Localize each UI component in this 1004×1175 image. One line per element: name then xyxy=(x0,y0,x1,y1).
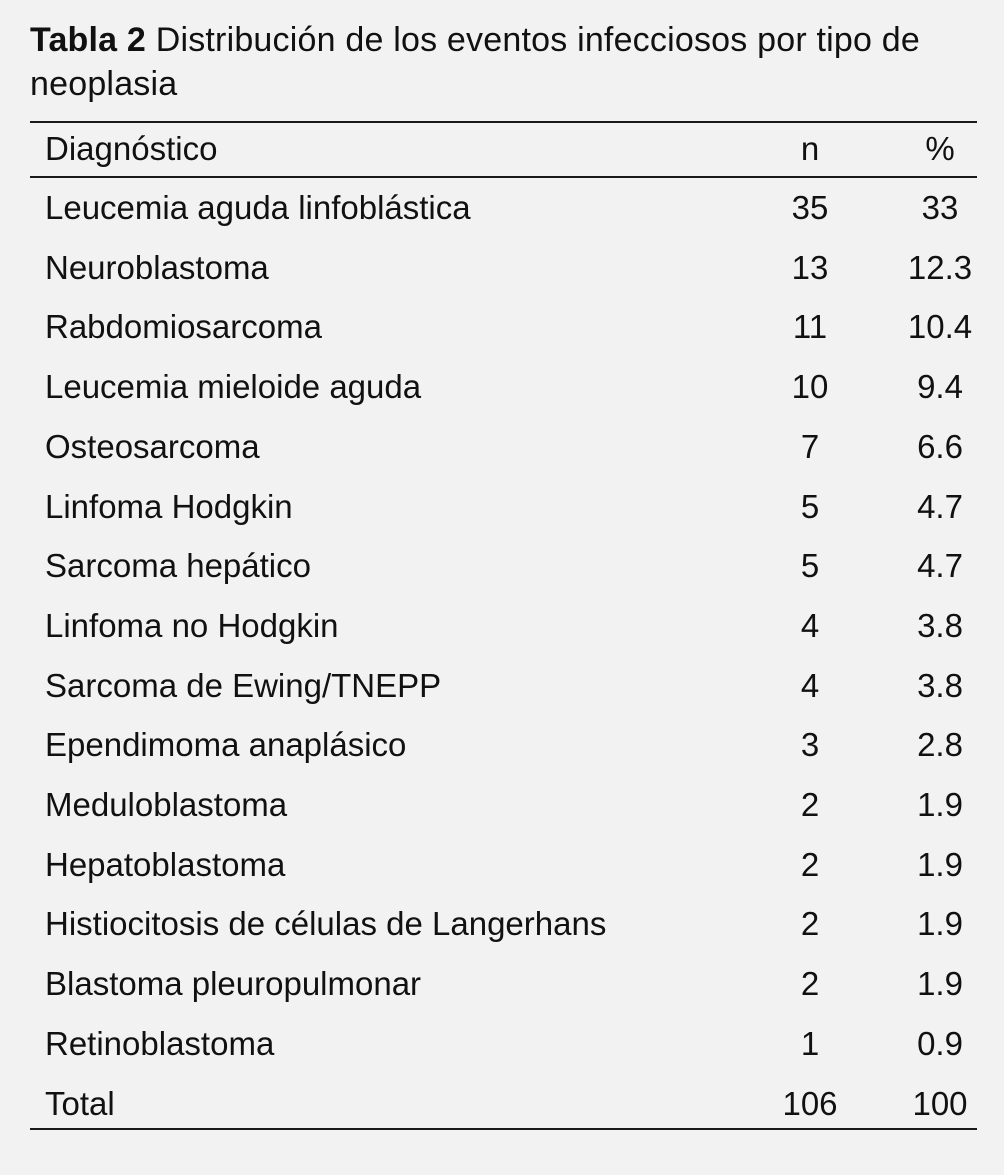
cell-percent: 10.4 xyxy=(907,308,973,346)
table-row xyxy=(30,477,977,536)
table-row xyxy=(30,715,977,774)
cell-percent: 1.9 xyxy=(917,786,963,823)
cell-n: 2 xyxy=(800,905,820,943)
cell-diagnosis: Linfoma no Hodgkin xyxy=(45,606,339,644)
table-row xyxy=(30,894,977,953)
cell-percent: 2.8 xyxy=(917,726,963,764)
cell-diagnosis: Linfoma Hodgkin xyxy=(45,487,293,525)
cell-n: 4 xyxy=(800,606,820,644)
table-row xyxy=(30,178,977,237)
table-row xyxy=(30,775,977,834)
cell-n: 11 xyxy=(792,308,828,346)
cell-percent: 12.3 xyxy=(907,248,973,286)
cell-diagnosis: Total xyxy=(45,1084,115,1122)
table-row xyxy=(30,238,977,297)
table-row xyxy=(30,1014,977,1073)
cell-n: 13 xyxy=(791,248,829,286)
cell-percent: 0.9 xyxy=(917,1024,963,1062)
cell-n: 10 xyxy=(791,368,829,406)
header-diagnosis: Diagnóstico xyxy=(45,130,218,167)
table-row xyxy=(30,954,977,1013)
cell-n: 2 xyxy=(800,965,820,1003)
cell-diagnosis: Leucemia mieloide aguda xyxy=(45,368,422,406)
table-row xyxy=(30,357,977,416)
cell-percent: 1.9 xyxy=(917,905,963,943)
cell-percent: 1.9 xyxy=(917,965,963,1003)
cell-n: 7 xyxy=(800,427,820,465)
cell-percent: 9.4 xyxy=(917,368,963,406)
cell-n: 5 xyxy=(800,547,820,585)
cell-n: 4 xyxy=(800,666,820,704)
cell-n: 2 xyxy=(800,786,820,823)
cell-n: 3 xyxy=(800,726,820,764)
header-percent: % xyxy=(925,130,955,167)
table-row xyxy=(30,835,977,894)
cell-n: 106 xyxy=(782,1084,838,1122)
cell-n: 35 xyxy=(791,189,829,226)
cell-percent: 6.6 xyxy=(917,427,963,465)
cell-diagnosis: Ependimoma anaplásico xyxy=(45,726,407,764)
cell-diagnosis: Sarcoma de Ewing/TNEPP xyxy=(45,666,442,704)
table-header-row xyxy=(30,120,977,178)
cell-diagnosis: Histiocitosis de células de Langerhans xyxy=(45,905,607,943)
cell-percent: 4.7 xyxy=(917,547,963,585)
cell-diagnosis: Blastoma pleuropulmonar xyxy=(45,965,422,1003)
cell-diagnosis: Leucemia aguda linfoblástica xyxy=(45,189,471,226)
cell-n: 5 xyxy=(800,487,820,525)
cell-diagnosis: Meduloblastoma xyxy=(45,786,288,823)
cell-percent: 1.9 xyxy=(917,845,963,883)
cell-diagnosis: Rabdomiosarcoma xyxy=(45,308,322,346)
cell-percent: 100 xyxy=(912,1084,968,1122)
cell-percent: 3.8 xyxy=(917,666,963,704)
cell-percent: 33 xyxy=(921,189,959,226)
bottom-rule xyxy=(30,1128,977,1130)
cell-percent: 4.7 xyxy=(917,487,963,525)
table-row xyxy=(30,417,977,476)
table-row xyxy=(30,596,977,655)
caption-label: Tabla 2 xyxy=(30,21,147,59)
table-row xyxy=(30,536,977,595)
cell-diagnosis: Neuroblastoma xyxy=(45,248,269,286)
cell-diagnosis: Osteosarcoma xyxy=(45,427,260,465)
cell-diagnosis: Retinoblastoma xyxy=(45,1024,275,1062)
cell-n: 1 xyxy=(800,1024,820,1062)
cell-diagnosis: Sarcoma hepático xyxy=(45,547,311,585)
table-row xyxy=(30,297,977,356)
caption-text: Distribución de los eventos infecciosos por tipo de neoplasia xyxy=(30,21,920,103)
cell-diagnosis: Hepatoblastoma xyxy=(45,845,286,883)
table-row-total xyxy=(30,1074,977,1133)
table-caption xyxy=(30,18,975,106)
header-n: n xyxy=(800,130,820,167)
cell-n: 2 xyxy=(800,845,820,883)
table-row xyxy=(30,656,977,715)
cell-percent: 3.8 xyxy=(917,606,963,644)
